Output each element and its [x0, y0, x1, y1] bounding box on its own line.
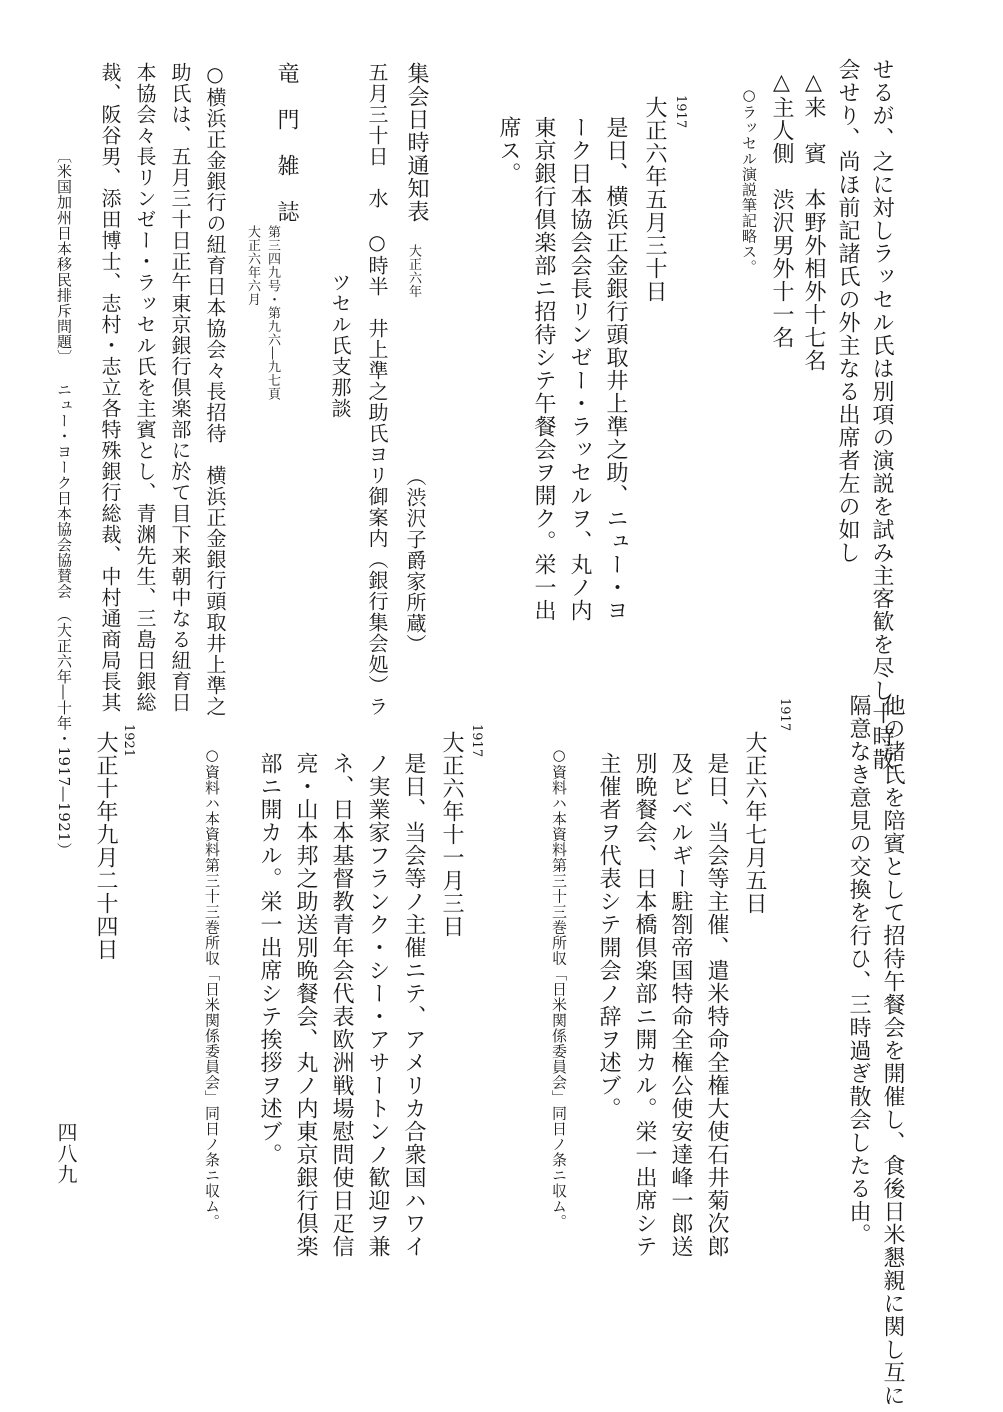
- entry-body-line: 部ニ開カル。栄一出席シテ挨拶ヲ述ブ。: [257, 752, 282, 1166]
- western-year: 1917: [673, 95, 688, 129]
- magazine-line: 本協会々長リンゼー・ラッセル氏を主賓とし、青渊先生、三島日銀総: [133, 62, 157, 713]
- body-line: 隔意なき意見の交換を行ひ、三時過ぎ散会したる由。: [846, 694, 871, 1246]
- entry-body-line: 及ビベルギー駐劄帝国特命全権公使安達峰一郎送: [668, 752, 693, 1258]
- entry-body-line: 亮・山本邦之助送別晩餐会、丸ノ内東京銀行倶楽: [293, 752, 318, 1258]
- entry-body-line: ネ、日本基督教青年会代表欧洲戦場慰問使日疋信: [329, 752, 354, 1258]
- western-year: 1921: [121, 724, 136, 758]
- notice-line: 五月三十日 水 ○時半 井上準之助氏ヨリ御案内（銀行集会処）ラ: [365, 62, 389, 717]
- entry-body-line: 東京銀行倶楽部ニ招待シテ午餐会ヲ開ク。栄一出: [531, 116, 556, 622]
- page-number: 四八九: [54, 1122, 78, 1185]
- guests-line: △来 賓 本野外相外十七名: [801, 70, 826, 372]
- body-line: せるが、之に対しラッセル氏は別項の演説を試み主客歓を尽し十時散: [869, 58, 894, 771]
- entry-date: 大正六年十一月三日: [439, 731, 464, 938]
- notice-source: （渋沢子爵家所蔵）: [403, 466, 427, 655]
- entry-body-line: 別晩餐会、日本橋倶楽部ニ開カル。栄一出席シテ: [632, 752, 657, 1258]
- magazine-issue: 第三四九号・第九六―九七頁: [265, 225, 280, 401]
- entry-date: 大正六年七月五日: [742, 731, 767, 915]
- magazine-date: 大正六年六月: [245, 225, 260, 306]
- running-head-chapter: 〔米国加州日本移民排斥問題〕: [55, 148, 73, 365]
- magazine-line: 裁、阪谷男、添田博士、志村・志立各特殊銀行総裁、中村通商局長其: [98, 62, 122, 713]
- magazine-line: ○横浜正金銀行の紐育日本協会々長招待 横浜正金銀行頭取井上準之: [203, 62, 227, 717]
- hosts-line: △主人側 渋沢男外十一名: [769, 70, 794, 349]
- body-line: 会せり、尚ほ前記諸氏の外主なる出席者左の如し: [835, 58, 860, 564]
- notice-title: 集会日時通知表: [404, 62, 429, 223]
- entry-body-line: 主催者ヲ代表シテ開会ノ辞ヲ述ブ。: [596, 752, 621, 1120]
- notice-era: 大正六年: [406, 244, 421, 298]
- entry-date: 大正六年五月三十日: [642, 96, 667, 303]
- entry-body-line: 是日、当会等主催、遣米特命全権大使石井菊次郎: [704, 752, 729, 1258]
- entry-body-line: ーク日本協会会長リンゼー・ラッセルヲ、丸ノ内: [567, 116, 592, 622]
- source-note: ○資料ハ本資料第三十三巻所収「日米関係委員会」同日ノ条ニ収ム。: [550, 746, 568, 1230]
- western-year: 1917: [469, 724, 484, 758]
- magazine-title: 竜 門 雑 誌: [274, 62, 299, 223]
- magazine-line: 助氏は、五月三十日正午東京銀行倶楽部に於て目下来朝中なる紐育日: [168, 62, 192, 713]
- body-line: 他の諸氏を陪賓として招待午餐会を開催し、食後日米懇親に関し互に: [880, 694, 905, 1407]
- entry-body-line: 是日、横浜正金銀行頭取井上準之助、ニュー・ヨ: [603, 116, 628, 622]
- source-note: ○資料ハ本資料第三十三巻所収「日米関係委員会」同日ノ条ニ収ム。: [203, 746, 221, 1230]
- speech-note: ○ラッセル演説筆記略ス。: [740, 86, 758, 275]
- notice-line: ツセル氏支那談: [328, 272, 352, 419]
- running-head-section: ニュー・ヨーク日本協会協賛会 （大正六年―十年・1917―1921）: [55, 382, 73, 858]
- western-year: 1917: [777, 698, 792, 732]
- entry-date: 大正十年九月二十四日: [93, 731, 118, 961]
- entry-body-line: 席ス。: [496, 116, 521, 185]
- entry-body-line: 是日、当会等ノ主催ニテ、アメリカ合衆国ハワイ: [401, 752, 426, 1258]
- entry-body-line: ノ実業家フランク・シー・アサートンノ歓迎ヲ兼: [365, 752, 390, 1258]
